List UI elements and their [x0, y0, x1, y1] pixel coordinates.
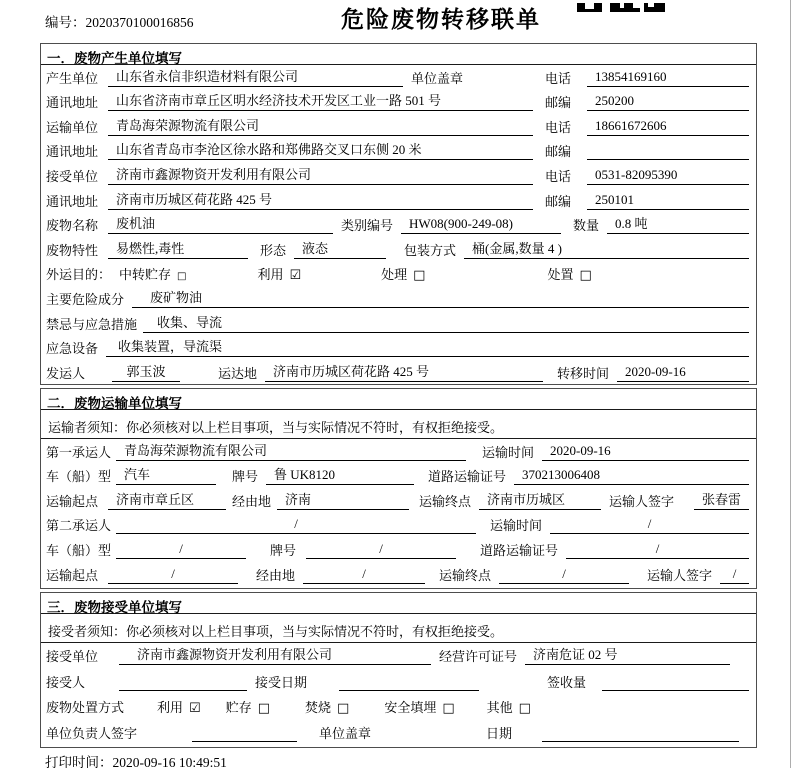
- plate-value: /: [306, 541, 456, 559]
- producer-name-value: 山东省永信非织造材料有限公司: [108, 66, 403, 87]
- road-permit-value: /: [566, 541, 749, 559]
- carrier-sign-label: 运输人签字: [647, 567, 713, 583]
- vehicle-type-value: /: [116, 541, 246, 559]
- option-dispose: [547, 264, 591, 283]
- field-label: 单位负责人签字: [46, 726, 138, 742]
- transport-time-value: 2020-09-16: [542, 443, 749, 461]
- option-utilize: [157, 697, 201, 716]
- destination-value: 济南市历城区荷花路 425 号: [265, 361, 543, 382]
- phone-value: 0531-82095390: [587, 167, 749, 185]
- right-column: [545, 92, 749, 111]
- road-permit-value: 370213006408: [514, 467, 749, 485]
- option-transfer-storage: [119, 264, 186, 283]
- field-row-receive-unit: [41, 643, 756, 669]
- consignor-value: 郭玉波: [112, 361, 180, 382]
- field-label: 主要危险成分: [46, 291, 125, 307]
- road-permit-label: 道路运输证号: [480, 542, 559, 558]
- second-carrier-value: /: [116, 516, 476, 534]
- phone-label: 电话: [545, 119, 572, 135]
- field-row-second-carrier: [41, 513, 756, 538]
- right-column: [545, 166, 749, 185]
- right-column: [545, 68, 749, 87]
- field-row-receiver-person: [41, 669, 756, 695]
- character-value: 易燃性,毒性: [108, 238, 248, 259]
- field-row-route-2: [41, 562, 756, 587]
- field-label: 发运人: [46, 365, 86, 381]
- serial-label: 编号：: [45, 15, 86, 30]
- hazard-component-value: 废矿物油: [132, 287, 749, 308]
- field-label: 禁忌与应急措施: [46, 316, 138, 332]
- field-row-purpose: [41, 262, 756, 287]
- seal-label: 单位盖章: [411, 70, 464, 86]
- checkbox-utilize-checked: ☑: [189, 701, 201, 717]
- transfer-time-value: 2020-09-16: [617, 364, 749, 382]
- via-value: 济南: [277, 489, 409, 510]
- field-label: 废物名称: [46, 218, 99, 234]
- field-label: 通讯地址: [46, 193, 99, 209]
- waste-name-value: 废机油: [108, 213, 333, 234]
- zip-value: [587, 158, 749, 160]
- received-qty-value: [602, 689, 749, 691]
- via-label: 经由地: [256, 567, 296, 583]
- field-row-hazard-component: [41, 286, 756, 311]
- qty-label: 数量: [573, 218, 600, 234]
- option-storage: [226, 697, 270, 716]
- field-label: 通讯地址: [46, 144, 99, 160]
- transport-time-label: 运输时间: [490, 518, 543, 534]
- phone-label: 电话: [545, 168, 572, 184]
- print-time-label: 打印时间：: [45, 755, 113, 768]
- option-label: 处置: [547, 267, 574, 283]
- option-other: [487, 697, 531, 716]
- field-row-receiver-address: [41, 188, 756, 213]
- field-row-receiver: [41, 163, 756, 188]
- zip-label: 邮编: [545, 144, 572, 160]
- code-label: 类别编号: [341, 218, 394, 234]
- section-transport-header: 二．废物运输单位填写: [41, 389, 756, 410]
- section-producer: [40, 43, 757, 385]
- field-label: 接受人: [46, 674, 86, 690]
- option-treat: [381, 264, 425, 283]
- section-transport: [40, 388, 757, 589]
- plate-value: 鲁 UK8120: [266, 464, 414, 485]
- field-row-responsible-sign: [41, 720, 756, 746]
- option-label: 利用: [257, 267, 284, 283]
- via-value: /: [303, 566, 425, 584]
- field-row-vehicle-2: [41, 537, 756, 562]
- route-start-value: 济南市章丘区: [108, 489, 226, 510]
- receiver-notice: 接受者须知：你必须核对以上栏目事项，当与实际情况不符时，有权拒绝接受。: [41, 614, 756, 643]
- carrier-sign-label: 运输人签字: [609, 493, 675, 509]
- print-time: [45, 751, 227, 768]
- plate-label: 牌号: [232, 469, 259, 485]
- checkbox-dispose: □: [579, 268, 592, 284]
- received-qty-label: 签收量: [547, 674, 587, 690]
- field-row-producer-address: [41, 90, 756, 115]
- option-label: 贮存: [225, 700, 252, 716]
- form-label: 形态: [260, 242, 287, 258]
- receiver-name-value: 济南市鑫源物资开发利用有限公司: [108, 164, 533, 185]
- field-label: 第二承运人: [46, 518, 112, 534]
- pack-label: 包装方式: [404, 242, 457, 258]
- field-row-transporter: [41, 114, 756, 139]
- field-label: 运输单位: [46, 119, 99, 135]
- field-row-vehicle: [41, 464, 756, 489]
- destination-label: 运达地: [218, 365, 258, 381]
- field-label: 废物处置方式: [46, 700, 125, 716]
- option-label: 中转贮存: [119, 267, 172, 283]
- license-value: 济南危证 02 号: [525, 644, 730, 665]
- section-producer-header: 一．废物产生单位填写: [41, 44, 756, 65]
- field-row-route: [41, 488, 756, 513]
- code-value: HW08(900-249-08): [401, 216, 561, 234]
- field-row-first-carrier: [41, 439, 756, 464]
- field-label: 接受单位: [46, 168, 99, 184]
- field-label: 产生单位: [46, 70, 99, 86]
- transporter-name-value: 青岛海荣源物流有限公司: [108, 115, 533, 136]
- serial-value: 2020370100016856: [85, 15, 194, 30]
- zip-value: 250101: [587, 192, 749, 210]
- transfer-time-label: 转移时间: [557, 365, 610, 381]
- receiver-address-value: 济南市历城区荷花路 425 号: [108, 189, 533, 210]
- field-label: 应急设备: [46, 341, 99, 357]
- emergency-equipment-value: 收集装置，导流渠: [106, 336, 749, 357]
- transport-time-value: /: [550, 516, 749, 534]
- field-label: 运输起点: [46, 493, 99, 509]
- field-row-emergency-measures: [41, 311, 756, 336]
- date-label: 日期: [486, 726, 513, 742]
- field-row-consignor: [41, 360, 756, 385]
- option-label: 利用: [157, 700, 184, 716]
- date-value: [542, 740, 739, 742]
- option-utilize: [257, 264, 301, 283]
- checkbox-other: □: [518, 701, 531, 717]
- phone-value: 13854169160: [587, 69, 749, 87]
- option-incinerate: [305, 697, 349, 716]
- receive-date-label: 接受日期: [255, 674, 308, 690]
- emergency-measures-value: 收集、导流: [143, 312, 749, 333]
- right-column: [545, 191, 749, 210]
- receive-unit-value: 济南市鑫源物资开发利用有限公司: [119, 644, 431, 665]
- zip-value: 250200: [587, 93, 749, 111]
- transporter-address-value: 山东省青岛市李沧区徐水路和郑佛路交叉口东侧 20 米: [108, 139, 533, 160]
- field-label: 车（船）型: [46, 469, 112, 485]
- road-permit-label: 道路运输证号: [428, 469, 507, 485]
- producer-address-value: 山东省济南市章丘区明水经济技术开发区工业一路 501 号: [108, 90, 533, 111]
- option-label: 其他: [486, 700, 513, 716]
- route-start-value: /: [108, 566, 238, 584]
- field-row-disposal-method: [41, 695, 756, 721]
- receiver-person-value: [119, 689, 247, 691]
- route-end-value: 济南市历城区: [479, 489, 601, 510]
- pack-value: 桶(金属,数量 4 ): [464, 238, 749, 259]
- form-value: 液态: [294, 238, 386, 259]
- option-label: 安全填埋: [384, 700, 437, 716]
- route-end-value: /: [499, 566, 629, 584]
- section-receiver-header: 三．废物接受单位填写: [41, 593, 756, 614]
- field-label: 接受单位: [46, 648, 99, 664]
- checkbox-incinerate: □: [337, 701, 350, 717]
- page-edge-line: [790, 0, 791, 768]
- right-column: [545, 117, 749, 136]
- option-label: 处理: [381, 267, 408, 283]
- field-label: 废物特性: [46, 242, 99, 258]
- vehicle-type-value: 汽车: [116, 464, 216, 485]
- field-row-waste-character: [41, 237, 756, 262]
- checkbox-storage: □: [257, 701, 270, 717]
- receive-date-value: [339, 689, 479, 691]
- route-end-label: 运输终点: [419, 493, 472, 509]
- checkbox-landfill: □: [442, 701, 455, 717]
- carrier-sign-value: 张春雷: [694, 489, 749, 510]
- page-title: 危险废物转移联单: [341, 6, 541, 32]
- field-label: 运输起点: [46, 567, 99, 583]
- field-row-producer: [41, 65, 756, 90]
- first-carrier-value: 青岛海荣源物流有限公司: [116, 440, 466, 461]
- field-label: 通讯地址: [46, 95, 99, 111]
- route-end-label: 运输终点: [439, 567, 492, 583]
- via-label: 经由地: [232, 493, 272, 509]
- transporter-notice: 运输者须知：你必须核对以上栏目事项，当与实际情况不符时，有权拒绝接受。: [41, 410, 756, 439]
- field-row-transporter-address: [41, 139, 756, 164]
- section-receiver: [40, 592, 757, 748]
- qr-code-fragment: [577, 0, 665, 16]
- zip-label: 邮编: [545, 95, 572, 111]
- right-column: [545, 141, 749, 160]
- checkbox-transfer-storage: □: [177, 271, 187, 283]
- field-row-waste-name: [41, 213, 756, 238]
- print-time-value: 2020-09-16 10:49:51: [112, 755, 227, 768]
- carrier-sign-value: /: [720, 566, 749, 584]
- field-row-emergency-equipment: [41, 336, 756, 361]
- field-label: 外运目的：: [46, 267, 112, 283]
- option-landfill: [384, 697, 454, 716]
- zip-label: 邮编: [545, 193, 572, 209]
- transport-time-label: 运输时间: [482, 444, 535, 460]
- field-label: 车（船）型: [46, 542, 112, 558]
- license-label: 经营许可证号: [439, 648, 518, 664]
- option-label: 焚烧: [305, 700, 332, 716]
- plate-label: 牌号: [270, 542, 297, 558]
- checkbox-utilize-checked: ☑: [289, 268, 302, 284]
- field-label: 第一承运人: [46, 444, 112, 460]
- phone-value: 18661672606: [587, 118, 749, 136]
- checkbox-treat: □: [413, 268, 426, 284]
- phone-label: 电话: [545, 70, 572, 86]
- responsible-sign-value: [192, 740, 297, 742]
- unit-seal-label: 单位盖章: [319, 726, 372, 742]
- qty-value: 0.8 吨: [607, 213, 749, 234]
